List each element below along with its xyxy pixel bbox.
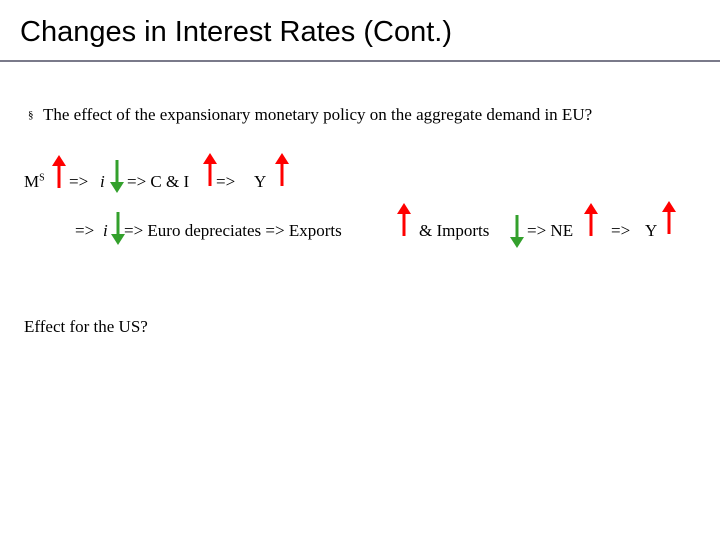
title-divider bbox=[0, 60, 720, 62]
arrow-up-icon bbox=[275, 153, 289, 187]
output-label-1: Y bbox=[254, 172, 267, 191]
money-supply-label: $M^S$ bbox=[24, 172, 45, 191]
bullet-marker: § bbox=[28, 109, 34, 121]
arrow-up-icon bbox=[52, 155, 66, 189]
arrow-up-icon bbox=[662, 201, 676, 235]
interest-rate-label-1: i bbox=[100, 172, 105, 191]
arrow-down-icon bbox=[510, 215, 524, 249]
euro-depreciates-exports: => Euro depreciates => Exports bbox=[124, 221, 342, 240]
arrow-down-icon bbox=[111, 212, 125, 246]
consumption-investment: => C & I bbox=[127, 172, 190, 191]
output-label-2: Y bbox=[645, 221, 658, 240]
arrow-down-icon bbox=[110, 160, 124, 194]
bullet-text: The effect of the expansionary monetary policy on the aggregate demand in EU? bbox=[43, 105, 593, 124]
arrow-up-icon bbox=[584, 203, 598, 237]
imports-label: & Imports bbox=[419, 221, 490, 240]
arrow-up-icon bbox=[397, 203, 411, 237]
arrow-up-icon bbox=[203, 153, 217, 187]
implies-1b: => bbox=[216, 172, 236, 191]
implies-2b: => bbox=[611, 221, 631, 240]
implies-1a: => bbox=[69, 172, 89, 191]
implies-2a: => bbox=[75, 221, 95, 240]
slide-title: Changes in Interest Rates (Cont.) bbox=[20, 16, 452, 48]
interest-rate-label-2: i bbox=[103, 221, 108, 240]
us-effect-question: Effect for the US? bbox=[24, 317, 148, 336]
net-exports-label: => NE bbox=[527, 221, 574, 240]
